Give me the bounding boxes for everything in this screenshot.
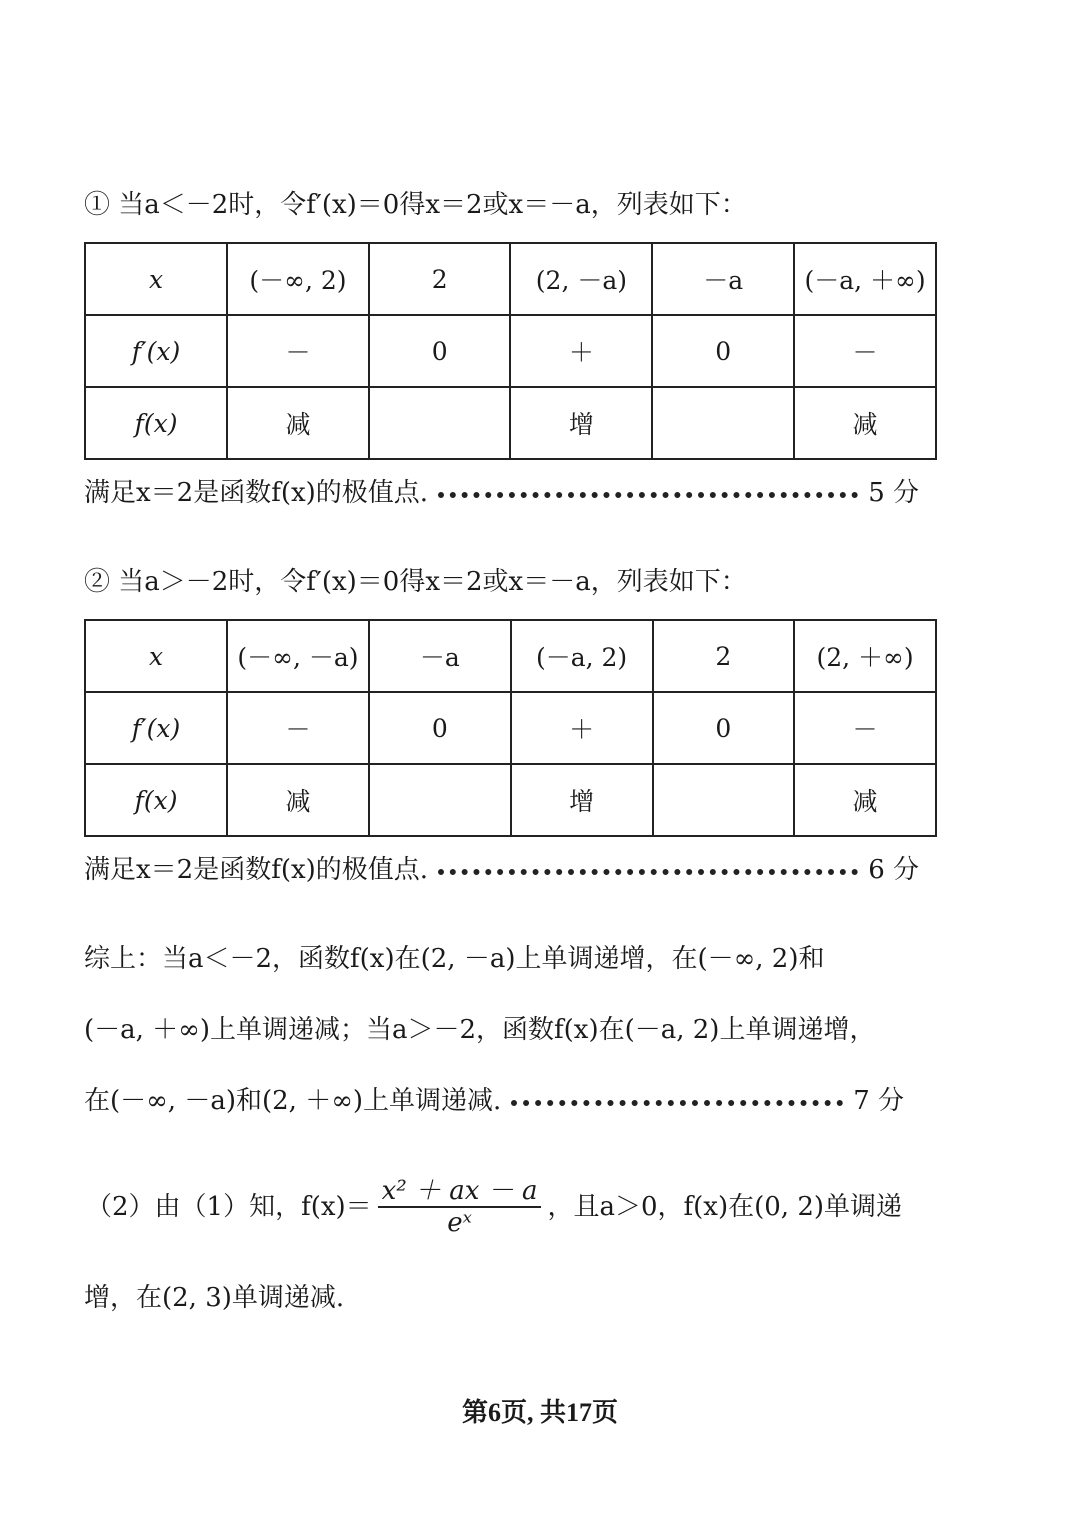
table-cell: －a — [652, 243, 794, 315]
table-cell: f(x) — [85, 764, 227, 836]
table-cell: ＋ — [510, 315, 652, 387]
case2-conclusion: 满足x＝2是函数f(x)的极值点. — [84, 855, 429, 885]
table-cell: － — [227, 692, 369, 764]
table-cell: － — [794, 315, 936, 387]
table-cell: (2, －a) — [510, 243, 652, 315]
case1-conclusion-line — [84, 476, 919, 510]
table-cell: (－∞, －a) — [227, 620, 369, 692]
case2-variation-table — [84, 619, 937, 837]
summary-line-1: 综上：当a＜－2，函数f(x)在(2, －a)上单调递增，在(－∞, 2)和 — [84, 944, 825, 974]
table-cell: (－a, ＋∞) — [794, 243, 936, 315]
table-cell: 2 — [653, 620, 795, 692]
table-cell: (2, ＋∞) — [794, 620, 936, 692]
case2-heading: ② 当a＞－2时，令f′(x)＝0得x＝2或x＝－a，列表如下： — [84, 567, 747, 597]
table-cell: (－∞, 2) — [227, 243, 369, 315]
part2-line-2: 增，在(2, 3)单调递减. — [84, 1283, 345, 1313]
table-cell: － — [227, 315, 369, 387]
table-row — [85, 692, 936, 764]
case1-conclusion: 满足x＝2是函数f(x)的极值点. — [84, 478, 429, 508]
table-row — [85, 764, 936, 836]
table-cell: 减 — [227, 387, 369, 459]
table-cell: 减 — [227, 764, 369, 836]
fraction-numerator: x² ＋ ax － a — [378, 1176, 542, 1208]
dot-leader — [438, 492, 858, 498]
case1-heading: ① 当a＜－2时，令f′(x)＝0得x＝2或x＝－a，列表如下： — [84, 190, 747, 220]
table-cell: 0 — [369, 315, 511, 387]
table-cell — [652, 387, 794, 459]
case2-conclusion-line — [84, 853, 919, 887]
table-cell: x — [85, 243, 227, 315]
summary-score: 7 分 — [853, 1086, 904, 1116]
case1-variation-table — [84, 242, 937, 460]
summary-conclusion-line — [84, 1084, 904, 1118]
table-cell: (－a, 2) — [511, 620, 653, 692]
table-cell: 减 — [794, 764, 936, 836]
part2-line-1 — [86, 1176, 902, 1238]
table-cell: ＋ — [511, 692, 653, 764]
case1-score: 5 分 — [868, 478, 919, 508]
page-number-footer: 第6页, 共17页 — [461, 1398, 618, 1427]
fraction — [378, 1176, 542, 1238]
part2-prefix: （2）由（1）知，f(x)＝ — [86, 1192, 372, 1222]
table-cell: 0 — [652, 315, 794, 387]
table-cell: 增 — [510, 387, 652, 459]
dot-leader — [438, 869, 858, 875]
table-cell — [369, 387, 511, 459]
table-cell: －a — [369, 620, 511, 692]
table-cell — [369, 764, 511, 836]
dot-leader — [511, 1100, 843, 1106]
table-cell: f(x) — [85, 387, 227, 459]
table-row — [85, 387, 936, 459]
table-cell: x — [85, 620, 227, 692]
table-cell: f′(x) — [85, 692, 227, 764]
table-cell — [653, 764, 795, 836]
table-cell: 0 — [369, 692, 511, 764]
table-row — [85, 243, 936, 315]
case2-score: 6 分 — [868, 855, 919, 885]
table-cell: 2 — [369, 243, 511, 315]
table-row — [85, 620, 936, 692]
table-cell: 增 — [511, 764, 653, 836]
table-row — [85, 315, 936, 387]
table-cell: － — [794, 692, 936, 764]
part2-suffix: ，且a＞0，f(x)在(0, 2)单调递 — [547, 1192, 903, 1222]
table-cell: 0 — [653, 692, 795, 764]
summary-line-3: 在(－∞, －a)和(2, ＋∞)上单调递减. — [84, 1086, 502, 1116]
table-cell: f′(x) — [85, 315, 227, 387]
summary-line-2: (－a, ＋∞)上单调递减；当a＞－2，函数f(x)在(－a, 2)上单调递增， — [84, 1015, 876, 1045]
fraction-denominator: eˣ — [447, 1208, 472, 1238]
table-cell: 减 — [794, 387, 936, 459]
